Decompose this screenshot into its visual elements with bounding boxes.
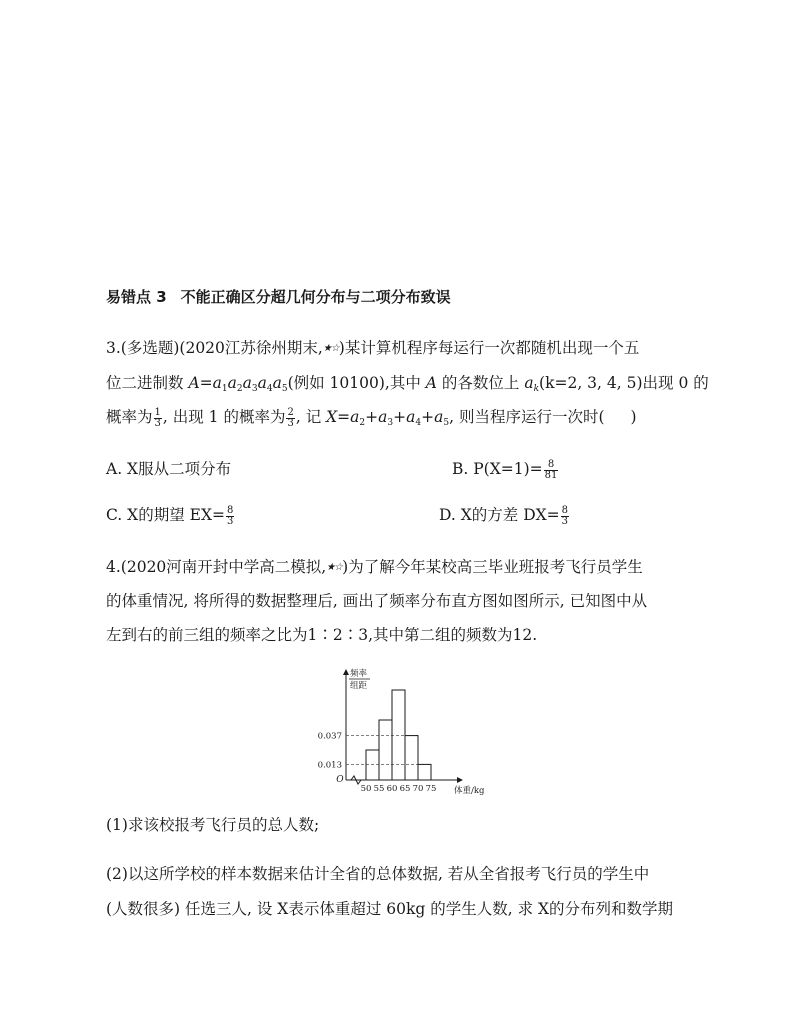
q3-text-3b: , 出现 1 的概率为 (162, 408, 286, 426)
histogram-bar (379, 720, 392, 780)
q4-sub-1: (1)求该校报考飞行员的总人数; (106, 816, 320, 834)
q3-text-3a: 概率为 (106, 408, 153, 426)
y-axis-label-bottom: 组距 (350, 681, 368, 691)
q3-formula-A: A (188, 374, 200, 392)
q3-source: (2020江苏徐州期末, (179, 339, 323, 357)
histogram-bar (418, 764, 431, 780)
q3-line-3: 概率为 $\frac{1}{3}$ , 出现 1 的概率为 $\frac{2}{3}$ , 记 $X=a_2+a_3+a_4+a_5$, 则当程序运行一次时( ) (106, 406, 637, 429)
q3-line-2: 位二进制数 $A=a_1a_2a_3a_4a_5$(例如 10100),其中 A 的各数位上 $a_k(k=2$, 3, 4, 5)出现 0 的 (106, 374, 709, 394)
q3-text-2f: (k=2, 3, 4, 5)出现 0 的 (539, 374, 709, 392)
q3-source-close: ) (338, 339, 345, 357)
q3-text-2d: 的各数位上 (436, 374, 525, 392)
option-a: A. X服从二项分布 (106, 460, 232, 478)
option-d: D. X的方差 DX= $\frac{8}{3}$ (439, 504, 569, 527)
difficulty-stars-icon: ★☆ (322, 343, 339, 354)
difficulty-stars-icon: ★☆ (326, 562, 343, 573)
heading-label: 易错点 3 (106, 288, 167, 306)
origin-label: O (336, 775, 344, 785)
y-axis-label-top: 频率 (350, 669, 368, 679)
q4-line-2: 的体重情况, 将所得的数据整理后, 画出了频率分布直方图如图所示, 已知图中从 (106, 592, 648, 610)
q3-text-1: 某计算机程序每运行一次都随机出现一个五 (344, 339, 640, 357)
q3-tag: (多选题) (120, 339, 180, 357)
option-b: B. P(X=1)= $\frac{8}{81}$ (452, 458, 558, 481)
q3-text-3e: ) (630, 408, 637, 426)
q4-line-3: 左到右的前三组的频率之比为1∶2∶3,其中第二组的频数为12. (106, 626, 538, 644)
x-tick-label: 65 (399, 784, 411, 794)
q4-source-close: ) (342, 558, 349, 576)
section-heading (106, 286, 451, 308)
x-tick-label: 55 (373, 784, 385, 794)
histogram-bar (405, 736, 418, 780)
q3-line-1 (106, 337, 639, 360)
q4-text-1: 为了解今年某校高三毕业班报考飞行员学生 (348, 558, 643, 576)
axis-break-mark (351, 776, 361, 784)
x-axis-label: 体重/kg (454, 786, 485, 796)
y-tick-label: 0.037 (317, 731, 342, 742)
option-c: C. X的期望 EX= $\frac{8}{3}$ (106, 504, 234, 527)
q3-options-row-2 (106, 504, 569, 527)
q3-options-row-1 (106, 458, 558, 481)
q4-sub-2-line-2: (人数很多) 任选三人, 设 X表示体重超过 60kg 的学生人数, 求 X的分布列和数学期 (106, 900, 674, 918)
q4-source: (2020河南开封中学高二模拟, (120, 558, 327, 576)
option-b-fraction: $\frac{8}{81}$ (544, 458, 558, 481)
x-tick-label: 75 (425, 784, 437, 794)
q4-sub-2-line-1: (2)以这所学校的样本数据来估计全省的总体数据, 若从全省报考飞行员的学生中 (106, 865, 650, 883)
option-d-fraction: $\frac{8}{3}$ (561, 504, 569, 527)
heading-title: 不能正确区分超几何分布与二项分布致误 (180, 288, 451, 306)
histogram-bar (366, 750, 379, 780)
x-tick-label: 60 (386, 784, 398, 794)
q4-line-1 (106, 556, 643, 579)
q3-text-3d: , 则当程序运行一次时( (449, 408, 605, 426)
prob-zero-fraction: $\frac{1}{3}$ (154, 406, 161, 429)
q3-text-2a: 位二进制数 (106, 374, 189, 392)
q3-number: 3. (106, 339, 121, 357)
q3-text-2b: (例如 10100),其中 (287, 374, 426, 392)
q4-number: 4. (106, 558, 121, 576)
x-tick-label: 70 (412, 784, 424, 794)
option-c-fraction: $\frac{8}{3}$ (226, 504, 234, 527)
y-tick-label: 0.013 (317, 760, 342, 771)
q3-var-A: A (425, 374, 437, 392)
q3-text-3c: , 记 (295, 408, 327, 426)
histogram-bar (392, 690, 405, 780)
prob-one-fraction: $\frac{2}{3}$ (287, 406, 294, 429)
x-tick-label: 50 (360, 784, 372, 794)
